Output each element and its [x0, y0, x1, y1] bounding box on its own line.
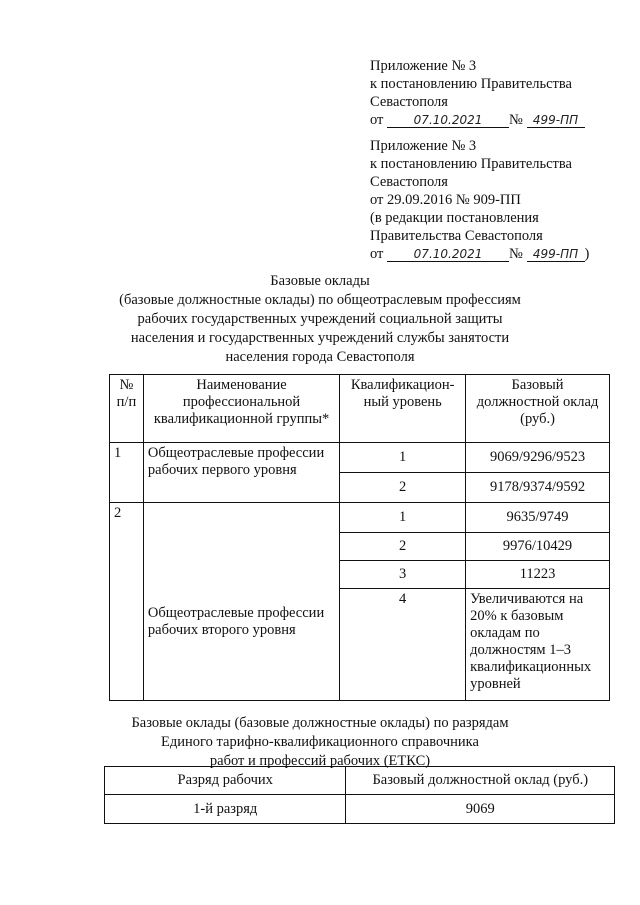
- title-line: работ и профессий рабочих (ЕТКС): [209, 753, 431, 769]
- salary-table-grades: [104, 766, 615, 824]
- header-group-name: Наименование профессиональной квалификационной группы*: [143, 375, 339, 443]
- appendix-ref-city: Севастополя: [370, 174, 448, 190]
- from-label: от: [370, 112, 384, 128]
- group-num: 1: [110, 443, 144, 503]
- salary-cell: 9069: [346, 795, 615, 824]
- handwritten-date: 07.10.2021: [387, 113, 509, 128]
- salary-cell: 11223: [466, 561, 610, 589]
- appendix-ref-city: Севастополя: [370, 94, 448, 110]
- table-row: [110, 443, 610, 473]
- level-cell: 1: [340, 503, 466, 533]
- title-line: Базовые оклады: [270, 273, 370, 289]
- level-cell: 2: [340, 533, 466, 561]
- number-label: №: [509, 246, 523, 262]
- title-line: рабочих государственных учреждений социальной защиты: [137, 311, 503, 327]
- salary-table-groups: [109, 374, 610, 701]
- level-cell: 4: [340, 589, 466, 701]
- handwritten-number: 499-ПП: [527, 247, 585, 262]
- appendix-header-1: [370, 57, 585, 129]
- appendix-title: Приложение № 3: [370, 58, 477, 74]
- header-salary: Базовый должностной оклад (руб.): [466, 375, 610, 443]
- table-header-row: [110, 375, 610, 443]
- title-line: населения и государственных учреждений службы занятости: [130, 330, 510, 346]
- group-num: 2: [110, 503, 144, 701]
- level-cell: 3: [340, 561, 466, 589]
- group-name: Общеотраслевые профессии рабочих второго уровня: [143, 503, 339, 701]
- section-title-1: [0, 272, 640, 367]
- grade-cell: 1-й разряд: [105, 795, 346, 824]
- table-header-row: [105, 767, 615, 795]
- group-name: Общеотраслевые профессии рабочих первого уровня: [143, 443, 339, 503]
- appendix-header-2: [370, 137, 589, 263]
- header-level: Квалификацион- ный уровень: [340, 375, 466, 443]
- title-line: Единого тарифно-квалификационного справочника: [161, 734, 479, 750]
- appendix-ref: к постановлению Правительства: [370, 76, 572, 92]
- title-line: (базовые должностные оклады) по общеотраслевым профессиям: [119, 292, 521, 308]
- closing-paren: ): [584, 246, 590, 262]
- appendix-date-line: [370, 245, 589, 263]
- salary-cell: 9069/9296/9523: [466, 443, 610, 473]
- handwritten-date: 07.10.2021: [387, 247, 509, 262]
- header-num: № п/п: [110, 375, 144, 443]
- title-line: населения города Севастополя: [225, 349, 415, 365]
- level-cell: 2: [340, 473, 466, 503]
- level-cell: 1: [340, 443, 466, 473]
- header-salary: Базовый должностной оклад (руб.): [346, 767, 615, 795]
- appendix-date-line: [370, 111, 585, 129]
- table-row: [110, 503, 610, 533]
- handwritten-number: 499-ПП: [527, 113, 585, 128]
- original-resolution: от 29.09.2016 № 909-ПП: [370, 192, 521, 208]
- salary-cell: 9178/9374/9592: [466, 473, 610, 503]
- number-label: №: [509, 112, 523, 128]
- edition-note-2: Правительства Севастополя: [370, 228, 543, 244]
- table-row: [105, 795, 615, 824]
- salary-cell: Увеличиваются на 20% к базовым окладам по должностям 1–3 квалификационных уровней: [466, 589, 610, 701]
- section-title-2: [0, 714, 640, 771]
- header-grade: Разряд рабочих: [105, 767, 346, 795]
- from-label: от: [370, 246, 384, 262]
- salary-cell: 9976/10429: [466, 533, 610, 561]
- edition-note: (в редакции постановления: [370, 210, 539, 226]
- appendix-title: Приложение № 3: [370, 138, 477, 154]
- title-line: Базовые оклады (базовые должностные оклады) по разрядам: [131, 715, 509, 731]
- appendix-ref: к постановлению Правительства: [370, 156, 572, 172]
- salary-cell: 9635/9749: [466, 503, 610, 533]
